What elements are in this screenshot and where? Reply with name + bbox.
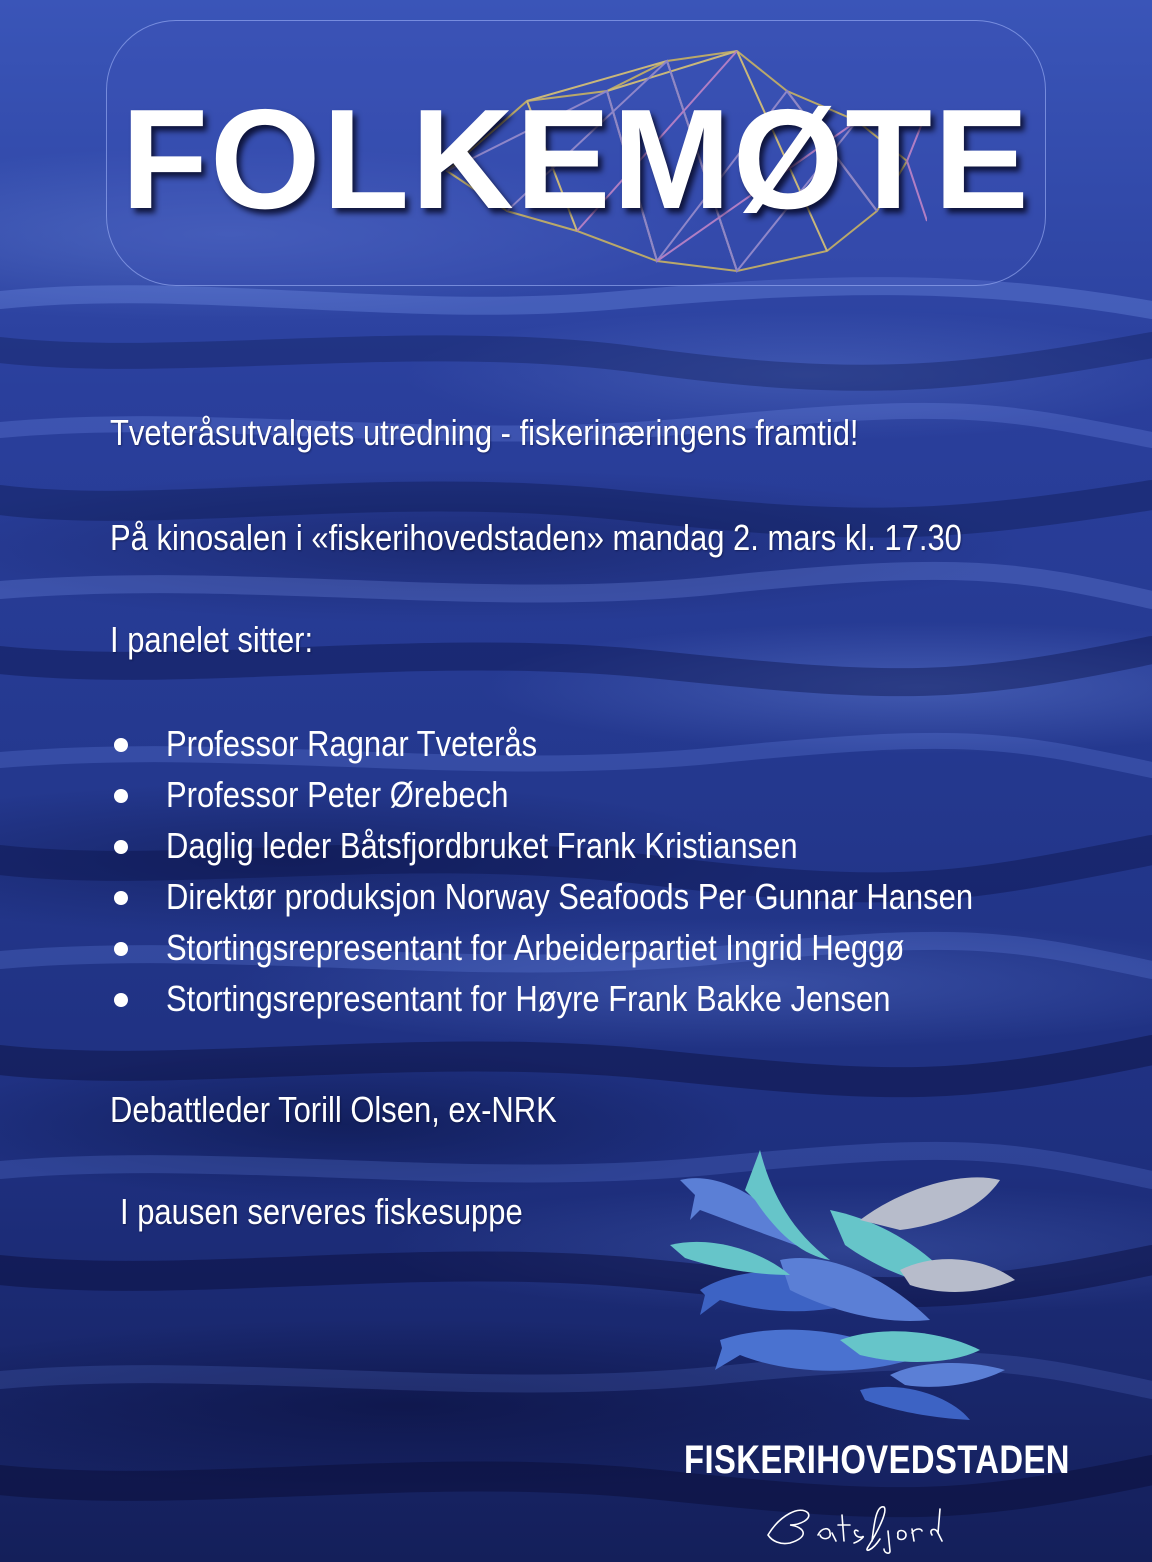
panel-member: Stortingsrepresentant for Høyre Frank Bakke Jensen bbox=[166, 978, 891, 1019]
subtitle: Tveteråsutvalgets utredning - fiskerinæringens framtid! bbox=[110, 412, 859, 453]
panel-member: Direktør produksjon Norway Seafoods Per Gunnar Hansen bbox=[166, 876, 974, 917]
batsfjord-signature bbox=[760, 1495, 950, 1555]
food-note: I pausen serveres fiskesuppe bbox=[120, 1191, 523, 1232]
panel-member: Professor Ragnar Tveterås bbox=[166, 723, 538, 764]
bullet-icon bbox=[114, 942, 128, 956]
fish-school-icon bbox=[660, 1150, 1020, 1430]
location-time: På kinosalen i «fiskerihovedstaden» mandag 2. mars kl. 17.30 bbox=[110, 517, 962, 558]
bullet-icon bbox=[114, 891, 128, 905]
bullet-icon bbox=[114, 840, 128, 854]
title-banner bbox=[106, 20, 1046, 286]
bullet-icon bbox=[114, 993, 128, 1007]
panel-member: Stortingsrepresentant for Arbeiderpartiet Ingrid Heggø bbox=[166, 927, 905, 968]
panel-member: Daglig leder Båtsfjordbruket Frank Kristiansen bbox=[166, 825, 798, 866]
panel-member: Professor Peter Ørebech bbox=[166, 774, 509, 815]
panel-heading: I panelet sitter: bbox=[110, 619, 314, 660]
poster-title: FOLKEMØTE bbox=[121, 80, 1031, 239]
bullet-icon bbox=[114, 789, 128, 803]
bullet-icon bbox=[114, 738, 128, 752]
brand-name: FISKERIHOVEDSTADEN bbox=[684, 1438, 1070, 1482]
moderator: Debattleder Torill Olsen, ex-NRK bbox=[110, 1089, 557, 1130]
